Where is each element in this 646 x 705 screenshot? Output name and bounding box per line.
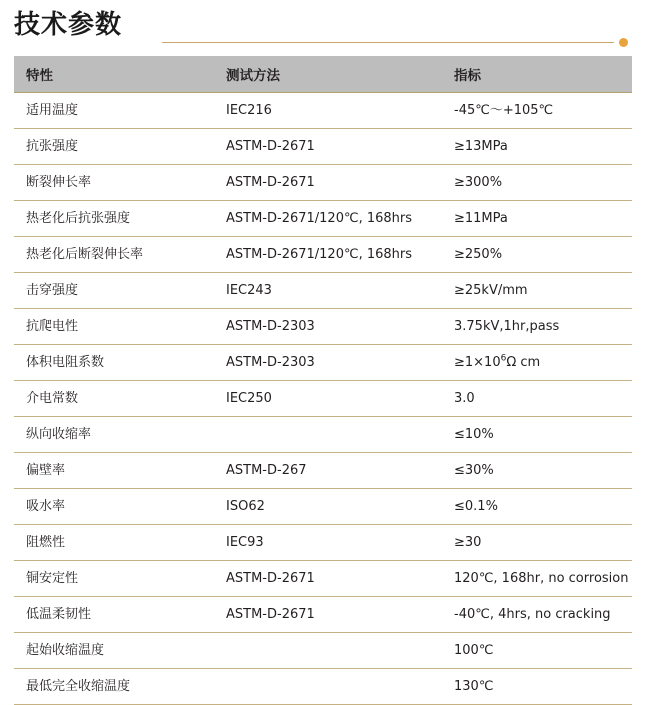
cell-method: ASTM-D-2303 <box>214 345 442 381</box>
cell-property: 抗爬电性 <box>14 309 214 345</box>
table-header-row <box>14 56 632 93</box>
cell-property: 吸水率 <box>14 489 214 525</box>
page-header <box>14 0 632 56</box>
cell-spec: ≤0.1% <box>442 489 632 525</box>
cell-property: 阻燃性 <box>14 525 214 561</box>
table-row <box>14 273 632 309</box>
cell-property: 最低完全收缩温度 <box>14 669 214 705</box>
cell-method <box>214 669 442 705</box>
cell-spec: ≤10% <box>442 417 632 453</box>
accent-dot-icon <box>619 38 628 47</box>
cell-spec: ≥25kV/mm <box>442 273 632 309</box>
technical-parameters-table <box>14 56 632 705</box>
cell-method: ISO62 <box>214 489 442 525</box>
title-divider <box>162 42 614 43</box>
cell-method: IEC93 <box>214 525 442 561</box>
cell-spec: 120℃, 168hr, no corrosion <box>442 561 632 597</box>
cell-method: ASTM-D-2671/120℃, 168hrs <box>214 201 442 237</box>
table-row <box>14 381 632 417</box>
cell-spec: ≥300% <box>442 165 632 201</box>
cell-property: 起始收缩温度 <box>14 633 214 669</box>
column-header-method: 测试方法 <box>214 56 442 93</box>
cell-property: 击穿强度 <box>14 273 214 309</box>
cell-method: ASTM-D-2671 <box>214 561 442 597</box>
table-row <box>14 165 632 201</box>
table-header <box>14 56 632 93</box>
cell-property: 体积电阻系数 <box>14 345 214 381</box>
cell-method <box>214 417 442 453</box>
cell-property: 断裂伸长率 <box>14 165 214 201</box>
table-row <box>14 309 632 345</box>
cell-method: ASTM-D-2671 <box>214 597 442 633</box>
cell-property: 适用温度 <box>14 93 214 129</box>
cell-spec: $\ge 1\times 10^6\Omega$ cm <box>442 345 632 381</box>
cell-property: 介电常数 <box>14 381 214 417</box>
cell-spec: ≥11MPa <box>442 201 632 237</box>
table-row <box>14 453 632 489</box>
table-row <box>14 561 632 597</box>
table-row <box>14 237 632 273</box>
cell-property: 低温柔韧性 <box>14 597 214 633</box>
table-body <box>14 93 632 705</box>
cell-spec: -45℃～+105℃ <box>442 93 632 129</box>
cell-method: ASTM-D-2303 <box>214 309 442 345</box>
cell-method <box>214 633 442 669</box>
cell-property: 铜安定性 <box>14 561 214 597</box>
table-row <box>14 633 632 669</box>
cell-method: ASTM-D-2671/120℃, 168hrs <box>214 237 442 273</box>
table-row <box>14 669 632 705</box>
cell-method: ASTM-D-2671 <box>214 165 442 201</box>
cell-method: ASTM-D-267 <box>214 453 442 489</box>
cell-spec: 3.75kV,1hr,pass <box>442 309 632 345</box>
cell-property: 抗张强度 <box>14 129 214 165</box>
table-row <box>14 525 632 561</box>
table-row <box>14 201 632 237</box>
cell-method: IEC250 <box>214 381 442 417</box>
table-row <box>14 93 632 129</box>
cell-spec: ≥250% <box>442 237 632 273</box>
cell-spec: 130℃ <box>442 669 632 705</box>
cell-spec: ≥13MPa <box>442 129 632 165</box>
cell-property: 热老化后抗张强度 <box>14 201 214 237</box>
cell-spec: 100℃ <box>442 633 632 669</box>
page-title: 技术参数 <box>14 10 123 40</box>
table-row <box>14 345 632 381</box>
column-header-property: 特性 <box>14 56 214 93</box>
cell-property: 热老化后断裂伸长率 <box>14 237 214 273</box>
cell-spec: -40℃, 4hrs, no cracking <box>442 597 632 633</box>
cell-spec: 3.0 <box>442 381 632 417</box>
column-header-spec: 指标 <box>442 56 632 93</box>
table-row <box>14 597 632 633</box>
cell-property: 偏壁率 <box>14 453 214 489</box>
cell-spec: ≤30% <box>442 453 632 489</box>
cell-method: IEC243 <box>214 273 442 309</box>
table-row <box>14 129 632 165</box>
table-row <box>14 489 632 525</box>
cell-spec: ≥30 <box>442 525 632 561</box>
cell-property: 纵向收缩率 <box>14 417 214 453</box>
table-row <box>14 417 632 453</box>
cell-method: IEC216 <box>214 93 442 129</box>
cell-method: ASTM-D-2671 <box>214 129 442 165</box>
